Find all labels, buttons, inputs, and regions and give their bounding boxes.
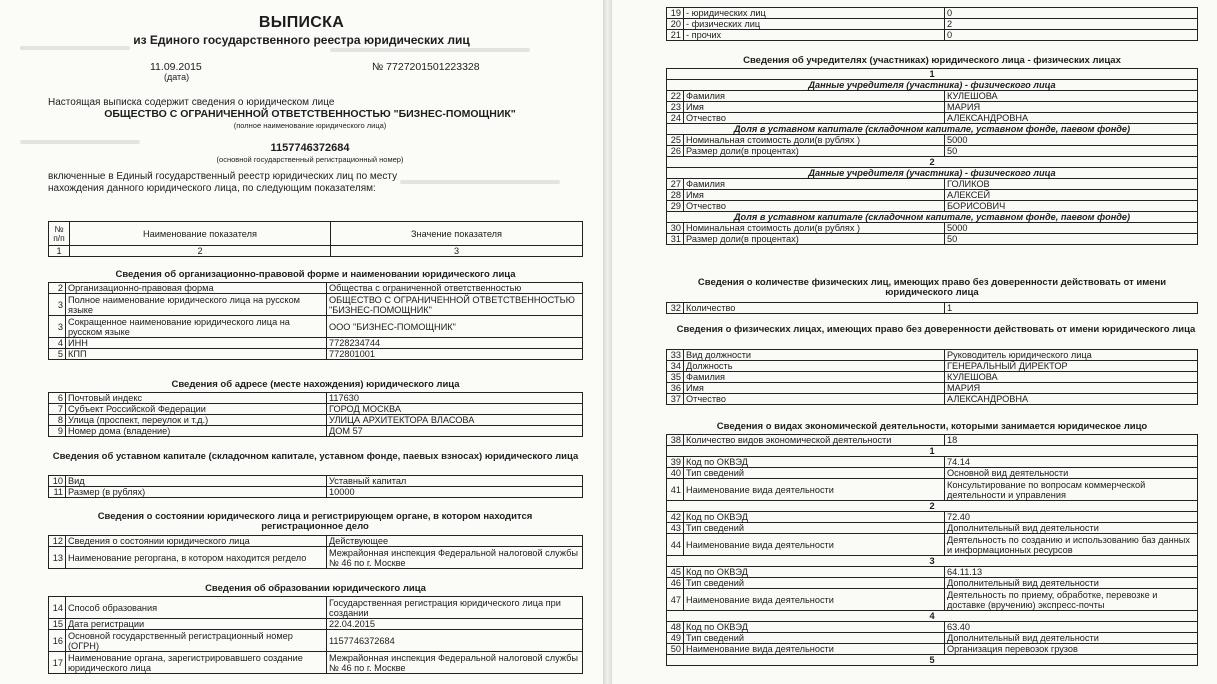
row-label: Наименование вида деятельности (684, 644, 945, 655)
row-label: Наименование органа, зарегистрировавшего создание юридического лица (66, 652, 327, 674)
table-row (667, 633, 1198, 644)
document-subtitle: из Единого государственного реестра юридических лиц (133, 33, 470, 47)
section-title: Сведения об уставном капитале (складочном капитале, уставном фонде, паевых взносах) юридического лица (52, 451, 579, 462)
row-value: 64.11.13 (945, 567, 1198, 578)
row-number: 47 (667, 589, 684, 611)
intro-text: Настоящая выписка содержит сведения о юридическом лице (48, 97, 335, 108)
extract-date-caption: (дата) (164, 72, 190, 82)
row-number: 32 (667, 303, 684, 314)
row-label: Организационно-правовая форма (66, 283, 327, 294)
share-subheader: Доля в уставном капитале (складочном капитале, уставном фонде, паевом фонде) (667, 212, 1198, 223)
row-value: АЛЕКСАНДРОВНА (945, 394, 1198, 405)
bleed-through (400, 180, 560, 184)
row-label: - юридических лиц (684, 8, 945, 19)
section-title: Сведения об образовании юридического лица (205, 583, 426, 594)
table-count (666, 302, 1198, 314)
row-value: АЛЕКСЕЙ (945, 190, 1198, 201)
founder-subheader: Данные учредителя (участника) - физического лица (667, 80, 1198, 91)
table-row (49, 476, 583, 487)
row-value: ДОМ 57 (327, 426, 583, 437)
table-row (667, 146, 1198, 157)
founder-group-number: 1 (667, 69, 1198, 80)
row-value: 72.40 (945, 512, 1198, 523)
row-number: 43 (667, 523, 684, 534)
row-number: 3 (49, 316, 66, 338)
row-number: 26 (667, 146, 684, 157)
table-row (667, 190, 1198, 201)
row-value: Дополнительный вид деятельности (945, 633, 1198, 644)
table-row (667, 361, 1198, 372)
table-activities (666, 434, 1198, 666)
table-row (667, 179, 1198, 190)
row-value: Общества с ограниченной ответственностью (327, 283, 583, 294)
table-row (667, 223, 1198, 234)
table-row (49, 283, 583, 294)
table-row (667, 468, 1198, 479)
table-row (667, 234, 1198, 245)
row-label: Имя (684, 102, 945, 113)
extract-number: № 7727201501223328 (372, 61, 480, 73)
row-value: КУЛЕШОВА (945, 372, 1198, 383)
table-row (49, 393, 583, 404)
row-value: 117630 (327, 393, 583, 404)
row-number: 7 (49, 404, 66, 415)
table-row (667, 91, 1198, 102)
col-name-header: Наименование показателя (70, 222, 331, 246)
table-row (667, 435, 1198, 446)
row-label: Номер дома (владение) (66, 426, 327, 437)
row-number: 12 (49, 536, 66, 547)
row-number: 28 (667, 190, 684, 201)
table-row (49, 619, 583, 630)
table-founder-counts (666, 7, 1198, 41)
extract-date: 11.09.2015 (150, 61, 202, 73)
row-number: 13 (49, 547, 66, 569)
row-number: 27 (667, 179, 684, 190)
row-number: 25 (667, 135, 684, 146)
row-value: ГЕНЕРАЛЬНЫЙ ДИРЕКТОР (945, 361, 1198, 372)
row-number: 39 (667, 457, 684, 468)
table-legal-form (48, 282, 583, 360)
table-row (667, 589, 1198, 611)
row-number: 20 (667, 19, 684, 30)
row-label: Имя (684, 383, 945, 394)
row-value: Руководитель юридического лица (945, 350, 1198, 361)
row-label: Почтовый индекс (66, 393, 327, 404)
row-value: 5000 (945, 135, 1198, 146)
row-label: ИНН (66, 338, 327, 349)
row-number: 40 (667, 468, 684, 479)
page-gutter (603, 0, 612, 684)
row-number: 16 (49, 630, 66, 652)
row-value: Основной вид деятельности (945, 468, 1198, 479)
table-row (667, 19, 1198, 30)
table-row (667, 30, 1198, 41)
row-value: Уставный капитал (327, 476, 583, 487)
table-row (667, 135, 1198, 146)
row-label: Улица (проспект, переулок и т.д.) (66, 415, 327, 426)
row-number: 9 (49, 426, 66, 437)
row-number: 36 (667, 383, 684, 394)
table-row (49, 316, 583, 338)
section-title: Сведения о количестве физических лиц, имеющих право без доверенности действовать от имени юридического лица (697, 277, 1167, 298)
row-value: Дополнительный вид деятельности (945, 523, 1198, 534)
row-value: АЛЕКСАНДРОВНА (945, 113, 1198, 124)
row-value: ОБЩЕСТВО С ОГРАНИЧЕННОЙ ОТВЕТСТВЕННОСТЬЮ "БИЗНЕС-ПОМОЩНИК" (327, 294, 583, 316)
table-row (667, 201, 1198, 212)
row-number: 31 (667, 234, 684, 245)
row-value: ГОЛИКОВ (945, 179, 1198, 190)
row-value: 1157746372684 (327, 630, 583, 652)
row-label: Дата регистрации (66, 619, 327, 630)
table-row (49, 547, 583, 569)
row-label: Тип сведений (684, 523, 945, 534)
row-number: 41 (667, 479, 684, 501)
table-row (667, 350, 1198, 361)
row-value: 50 (945, 146, 1198, 157)
row-number: 30 (667, 223, 684, 234)
table-row (667, 394, 1198, 405)
row-value: 1 (945, 303, 1198, 314)
row-number: 4 (49, 338, 66, 349)
activity-group-number: 3 (667, 556, 1198, 567)
table-row (667, 578, 1198, 589)
table-row (49, 597, 583, 619)
row-number: 8 (49, 415, 66, 426)
row-number: 33 (667, 350, 684, 361)
row-label: Размер (в рублях) (66, 487, 327, 498)
table-row (49, 536, 583, 547)
bleed-through (330, 48, 530, 52)
row-label: Количество (684, 303, 945, 314)
row-label: Полное наименование юридического лица на русском языке (66, 294, 327, 316)
ogrn-value: 1157746372684 (270, 142, 350, 154)
row-label: Отчество (684, 113, 945, 124)
row-value: Дополнительный вид деятельности (945, 578, 1198, 589)
row-number: 15 (49, 619, 66, 630)
row-number: 17 (49, 652, 66, 674)
row-label: Количество видов экономической деятельности (684, 435, 945, 446)
table-row (49, 415, 583, 426)
intro-paragraph: включенные в Единый государственный реестр юридических лиц по месту нахождения данного юридического лица, по следующим показателям: (48, 171, 398, 194)
row-label: Сведения о состоянии юридического лица (66, 536, 327, 547)
row-label: Размер доли(в процентах) (684, 234, 945, 245)
row-value: 5000 (945, 223, 1198, 234)
table-row (667, 303, 1198, 314)
row-number: 37 (667, 394, 684, 405)
section-title: Сведения о состоянии юридического лица и регистрирующем органе, в котором находится регистрационное дело (97, 511, 533, 532)
table-row (667, 113, 1198, 124)
row-value: Организация перевозок грузов (945, 644, 1198, 655)
row-label: Тип сведений (684, 633, 945, 644)
table-row (49, 630, 583, 652)
row-value: Консультирование по вопросам коммерческой деятельности и управления (945, 479, 1198, 501)
row-number: 10 (49, 476, 66, 487)
col-index: 2 (70, 246, 331, 257)
section-title: Сведения о видах экономической деятельности, которыми занимается юридическое лицо (716, 421, 1148, 432)
row-label: Субъект Российской Федерации (66, 404, 327, 415)
row-value: ГОРОД МОСКВА (327, 404, 583, 415)
document-title: ВЫПИСКА (258, 14, 345, 31)
row-value: КУЛЕШОВА (945, 91, 1198, 102)
row-label: Тип сведений (684, 578, 945, 589)
row-number: 6 (49, 393, 66, 404)
row-value: УЛИЦА АРХИТЕКТОРА ВЛАСОВА (327, 415, 583, 426)
ogrn-caption: (основной государственный регистрационный номер) (216, 155, 404, 164)
org-full-name: ОБЩЕСТВО С ОГРАНИЧЕННОЙ ОТВЕТСТВЕННОСТЬЮ "БИЗНЕС-ПОМОЩНИК" (104, 108, 516, 120)
row-value: Межрайонная инспекция Федеральной налоговой службы № 46 по г. Москве (327, 547, 583, 569)
col-value-header: Значение показателя (331, 222, 583, 246)
right-page (612, 0, 1217, 684)
header-table (48, 221, 583, 257)
row-label: Код по ОКВЭД (684, 622, 945, 633)
row-value: ООО "БИЗНЕС-ПОМОЩНИК" (327, 316, 583, 338)
table-row (667, 512, 1198, 523)
table-row (667, 457, 1198, 468)
table-row (49, 404, 583, 415)
section-title: Сведения об учредителях (участниках) юридического лица - физических лицах (743, 55, 1121, 66)
row-value: Деятельность по приему, обработке, перевозке и доставке (вручению) экспресс-почты (945, 589, 1198, 611)
table-row (667, 567, 1198, 578)
left-page (0, 0, 603, 684)
row-number: 5 (49, 349, 66, 360)
row-label: Размер доли(в процентах) (684, 146, 945, 157)
row-number: 24 (667, 113, 684, 124)
founder-subheader: Данные учредителя (участника) - физического лица (667, 168, 1198, 179)
table-row (667, 479, 1198, 501)
row-label: Код по ОКВЭД (684, 457, 945, 468)
row-number: 45 (667, 567, 684, 578)
row-number: 19 (667, 8, 684, 19)
row-value: 10000 (327, 487, 583, 498)
activity-group-number: 1 (667, 446, 1198, 457)
row-label: Код по ОКВЭД (684, 512, 945, 523)
row-value: 0 (945, 8, 1198, 19)
table-founders (666, 68, 1198, 245)
row-label: Наименование вида деятельности (684, 589, 945, 611)
table-row (667, 8, 1198, 19)
activity-group-number: 4 (667, 611, 1198, 622)
table-formation (48, 596, 583, 674)
row-value: МАРИЯ (945, 383, 1198, 394)
table-row (667, 372, 1198, 383)
row-value: 18 (945, 435, 1198, 446)
table-row (667, 622, 1198, 633)
table-capital (48, 475, 583, 498)
table-row (49, 487, 583, 498)
table-status (48, 535, 583, 569)
table-row (49, 338, 583, 349)
row-value: Межрайонная инспекция Федеральной налоговой службы № 46 по г. Москве (327, 652, 583, 674)
row-label: Фамилия (684, 91, 945, 102)
row-value: 22.04.2015 (327, 619, 583, 630)
table-row (49, 426, 583, 437)
founder-group-number: 2 (667, 157, 1198, 168)
row-value: 50 (945, 234, 1198, 245)
row-label: Отчество (684, 394, 945, 405)
row-number: 46 (667, 578, 684, 589)
row-label: Фамилия (684, 372, 945, 383)
row-number: 50 (667, 644, 684, 655)
row-label: Способ образования (66, 597, 327, 619)
row-number: 35 (667, 372, 684, 383)
row-number: 2 (49, 283, 66, 294)
row-number: 22 (667, 91, 684, 102)
col-number-header: № п/п (49, 222, 70, 246)
row-value: Деятельность по созданию и использованию баз данных и информационных ресурсов (945, 534, 1198, 556)
table-address (48, 392, 583, 437)
row-number: 11 (49, 487, 66, 498)
row-number: 21 (667, 30, 684, 41)
table-row (49, 652, 583, 674)
table-row (667, 523, 1198, 534)
row-label: Имя (684, 190, 945, 201)
row-number: 44 (667, 534, 684, 556)
row-value: 0 (945, 30, 1198, 41)
row-number: 34 (667, 361, 684, 372)
row-number: 3 (49, 294, 66, 316)
row-value: Государственная регистрация юридического лица при создании (327, 597, 583, 619)
activity-group-number: 2 (667, 501, 1198, 512)
row-label: КПП (66, 349, 327, 360)
row-number: 42 (667, 512, 684, 523)
table-row (49, 294, 583, 316)
row-value: 74.14 (945, 457, 1198, 468)
row-label: Наименование вида деятельности (684, 479, 945, 501)
table-row (667, 534, 1198, 556)
row-label: Основной государственный регистрационный номер (ОГРН) (66, 630, 327, 652)
row-label: Должность (684, 361, 945, 372)
row-number: 23 (667, 102, 684, 113)
table-persons (666, 349, 1198, 405)
row-label: Наименование регоргана, в котором находится регдело (66, 547, 327, 569)
row-number: 14 (49, 597, 66, 619)
table-row (667, 644, 1198, 655)
row-label: Отчество (684, 201, 945, 212)
row-value: 772801001 (327, 349, 583, 360)
row-label: Сокращенное наименование юридического лица на русском языке (66, 316, 327, 338)
row-label: - физических лиц (684, 19, 945, 30)
row-value: Действующее (327, 536, 583, 547)
table-row (667, 383, 1198, 394)
row-value: БОРИСОВИЧ (945, 201, 1198, 212)
row-label: Вид (66, 476, 327, 487)
section-title: Сведения об адресе (месте нахождения) юридического лица (171, 379, 460, 390)
row-number: 38 (667, 435, 684, 446)
row-value: 63.40 (945, 622, 1198, 633)
row-value: 2 (945, 19, 1198, 30)
row-value: 7728234744 (327, 338, 583, 349)
col-index: 1 (49, 246, 70, 257)
row-label: Номинальная стоимость доли(в рублях ) (684, 135, 945, 146)
share-subheader: Доля в уставном капитале (складочном капитале, уставном фонде, паевом фонде) (667, 124, 1198, 135)
row-number: 48 (667, 622, 684, 633)
row-label: Код по ОКВЭД (684, 567, 945, 578)
row-label: Наименование вида деятельности (684, 534, 945, 556)
row-label: - прочих (684, 30, 945, 41)
activity-group-number: 5 (667, 655, 1198, 666)
row-label: Фамилия (684, 179, 945, 190)
table-row (667, 102, 1198, 113)
col-index: 3 (331, 246, 583, 257)
org-name-caption: (полное наименование юридического лица) (233, 121, 387, 130)
row-number: 29 (667, 201, 684, 212)
row-number: 49 (667, 633, 684, 644)
table-row (49, 349, 583, 360)
row-label: Вид должности (684, 350, 945, 361)
row-label: Номинальная стоимость доли(в рублях ) (684, 223, 945, 234)
section-title: Сведения о физических лицах, имеющих право без доверенности действовать от имени юридического лица (676, 324, 1196, 335)
row-value: МАРИЯ (945, 102, 1198, 113)
row-label: Тип сведений (684, 468, 945, 479)
section-title: Сведения об организационно-правовой форме и наименовании юридического лица (115, 269, 516, 280)
